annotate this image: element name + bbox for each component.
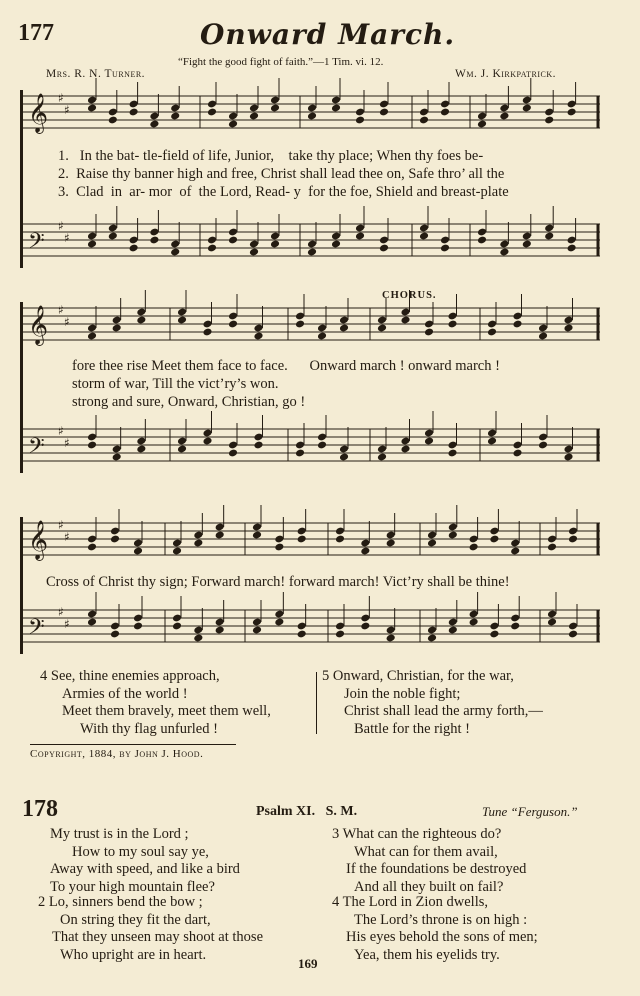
note-head: [427, 539, 437, 548]
system-1-bass-staff: [0, 216, 640, 266]
key-signature-sharp: ♯: [64, 617, 70, 631]
note-head: [270, 104, 280, 113]
note-head: [253, 332, 263, 341]
note-head: [512, 320, 522, 329]
system-2-treble-staff: [0, 300, 640, 350]
note-head: [202, 437, 212, 446]
stanza-4: 4 See, thine enemies approach, Armies of the world ! Meet them bravely, meet them well, With thy flag unfurled !: [40, 668, 271, 737]
note-head: [149, 120, 159, 129]
note-head: [477, 236, 487, 245]
note-head: [249, 248, 259, 257]
note-head: [331, 240, 341, 249]
note-head: [440, 244, 450, 253]
note-head: [487, 437, 497, 446]
key-signature-sharp: ♯: [58, 91, 64, 105]
system-3-bracket: [20, 517, 23, 654]
bass-clef: 𝄢: [28, 615, 45, 645]
note-head: [360, 622, 370, 631]
note-head: [386, 634, 396, 643]
note-head: [544, 116, 554, 125]
key-signature-sharp: ♯: [58, 219, 64, 233]
note-head: [386, 539, 396, 548]
key-signature-sharp: ♯: [58, 303, 64, 317]
note-head: [87, 618, 97, 627]
lyric-line: 2. Raise thy banner high and free, Christ shall lead thee on, Safe thro’ all the: [58, 166, 505, 182]
copyright: Copyright, 1884, by John J. Hood.: [30, 748, 204, 760]
note-head: [448, 531, 458, 540]
key-signature-sharp: ♯: [58, 605, 64, 619]
stanza-4: 4 The Lord in Zion dwells, The Lord’s throne is on high : His eyes behold the sons of men; Yea, them his eyelids try.: [332, 894, 538, 963]
stanza-5: 5 Onward, Christian, for the war, Join the noble fight; Christ shall lead the army forth,— Battle for the right !: [322, 668, 543, 737]
note-head: [489, 630, 499, 639]
note-head: [317, 441, 327, 450]
note-head: [274, 618, 284, 627]
note-head: [274, 543, 284, 552]
note-head: [547, 618, 557, 627]
lyric-line: 3. Clad in ar- mor of the Lord, Read- y for the foe, Shield and breast-plate: [58, 184, 509, 200]
note-head: [228, 449, 238, 458]
note-head: [172, 622, 182, 631]
note-head: [228, 320, 238, 329]
note-head: [215, 626, 225, 635]
note-head: [136, 445, 146, 454]
hymn-number: 178: [22, 796, 58, 822]
treble-clef: 𝄞: [28, 305, 49, 345]
note-head: [108, 116, 118, 125]
note-head: [400, 445, 410, 454]
note-head: [469, 618, 479, 627]
stanza-3: 3 What can the righteous do? What can for them avail, If the foundations be destroyed And all they built on fail?: [332, 826, 527, 895]
note-head: [253, 441, 263, 450]
key-signature-sharp: ♯: [64, 530, 70, 544]
note-head: [133, 622, 143, 631]
system-1-treble-staff: [0, 88, 640, 138]
note-head: [129, 244, 139, 253]
note-head: [193, 539, 203, 548]
note-head: [499, 112, 509, 121]
note-head: [489, 535, 499, 544]
note-head: [295, 320, 305, 329]
note-head: [477, 120, 487, 129]
note-head: [335, 630, 345, 639]
lyric-line: strong and sure, Onward, Christian, go !: [72, 394, 306, 410]
note-head: [400, 316, 410, 325]
note-head: [440, 108, 450, 117]
tune-name: Tune “Ferguson.”: [482, 804, 578, 819]
note-head: [510, 622, 520, 631]
lyric-line: storm of war, Till the vict’ry’s won.: [72, 376, 279, 392]
note-head: [424, 437, 434, 446]
note-head: [215, 531, 225, 540]
note-head: [568, 630, 578, 639]
note-head: [149, 236, 159, 245]
note-head: [87, 332, 97, 341]
key-signature-sharp: ♯: [64, 103, 70, 117]
note-head: [512, 449, 522, 458]
note-head: [207, 108, 217, 117]
note-head: [335, 535, 345, 544]
treble-clef: 𝄞: [28, 93, 49, 133]
note-head: [136, 316, 146, 325]
system-1-bracket: [20, 90, 23, 268]
hymn-title: Onward March.: [200, 18, 456, 51]
note-head: [448, 626, 458, 635]
hymn-number: 177: [18, 20, 54, 46]
note-head: [538, 332, 548, 341]
key-signature-sharp: ♯: [64, 315, 70, 329]
note-head: [522, 240, 532, 249]
note-head: [538, 441, 548, 450]
note-head: [563, 324, 573, 333]
note-head: [419, 116, 429, 125]
note-head: [297, 630, 307, 639]
system-3-treble-staff: [0, 515, 640, 565]
words-author: Mrs. R. N. Turner.: [46, 68, 146, 80]
key-signature-sharp: ♯: [58, 518, 64, 532]
copyright-rule: [30, 744, 236, 745]
note-head: [317, 332, 327, 341]
note-head: [424, 328, 434, 337]
note-head: [172, 547, 182, 556]
system-2-bracket: [20, 302, 23, 473]
note-head: [170, 112, 180, 121]
note-head: [297, 535, 307, 544]
lyric-line: Cross of Christ thy sign; Forward march! forward march! Vict’ry shall be thine!: [46, 574, 510, 590]
note-head: [469, 543, 479, 552]
note-head: [510, 547, 520, 556]
psalm-heading: Psalm XI. S. M.: [256, 804, 358, 819]
note-head: [379, 244, 389, 253]
note-head: [447, 449, 457, 458]
bass-clef: 𝄢: [28, 229, 45, 259]
note-head: [252, 531, 262, 540]
note-head: [563, 453, 573, 462]
note-head: [487, 328, 497, 337]
note-head: [360, 547, 370, 556]
note-head: [87, 441, 97, 450]
note-head: [331, 104, 341, 113]
bass-clef: 𝄢: [28, 434, 45, 464]
note-head: [339, 453, 349, 462]
note-head: [228, 236, 238, 245]
note-head: [377, 324, 387, 333]
note-head: [133, 547, 143, 556]
note-head: [307, 112, 317, 121]
treble-clef: 𝄞: [28, 520, 49, 560]
note-head: [202, 328, 212, 337]
note-head: [379, 108, 389, 117]
note-head: [177, 445, 187, 454]
note-head: [110, 535, 120, 544]
note-head: [339, 324, 349, 333]
note-head: [270, 240, 280, 249]
note-head: [377, 453, 387, 462]
note-head: [110, 630, 120, 639]
note-head: [108, 232, 118, 241]
note-head: [295, 449, 305, 458]
note-head: [112, 324, 122, 333]
page-number: 169: [298, 956, 318, 971]
note-head: [228, 120, 238, 129]
note-head: [419, 232, 429, 241]
system-3-bass-staff: [0, 602, 640, 652]
note-head: [307, 248, 317, 257]
key-signature-sharp: ♯: [64, 436, 70, 450]
note-head: [87, 240, 97, 249]
note-head: [355, 116, 365, 125]
note-head: [567, 244, 577, 253]
note-head: [355, 232, 365, 241]
note-head: [249, 112, 259, 121]
note-head: [567, 108, 577, 117]
note-head: [193, 634, 203, 643]
note-head: [499, 248, 509, 257]
note-head: [447, 320, 457, 329]
note-head: [207, 244, 217, 253]
note-head: [544, 232, 554, 241]
stanza-2: 2 Lo, sinners bend the bow ; On string they fit the dart, That they unseen may shoot at those Who upright are in heart.: [38, 894, 264, 963]
lyric-line: 1. In the bat- tle-field of life, Junior, take thy place; When thy foes be-: [58, 148, 484, 164]
key-signature-sharp: ♯: [64, 231, 70, 245]
epigraph: “Fight the good fight of faith.”—1 Tim. vi. 12.: [178, 56, 384, 68]
note-head: [252, 626, 262, 635]
note-head: [547, 543, 557, 552]
note-head: [568, 535, 578, 544]
note-head: [87, 543, 97, 552]
note-head: [177, 316, 187, 325]
note-head: [129, 108, 139, 117]
system-2-bass-staff: [0, 421, 640, 471]
key-signature-sharp: ♯: [58, 424, 64, 438]
column-divider: [316, 672, 317, 734]
chorus-label: CHORUS.: [382, 290, 437, 301]
music-composer: Wm. J. Kirkpatrick.: [455, 68, 557, 80]
note-head: [522, 104, 532, 113]
note-head: [112, 453, 122, 462]
note-head: [427, 634, 437, 643]
stanza-1: My trust is in the Lord ; How to my soul say ye, Away with speed, and like a bird To your high mountain flee?: [50, 826, 240, 895]
note-head: [87, 104, 97, 113]
lyric-line: fore thee rise Meet them face to face. Onward march ! onward march !: [72, 358, 500, 374]
note-head: [170, 248, 180, 257]
